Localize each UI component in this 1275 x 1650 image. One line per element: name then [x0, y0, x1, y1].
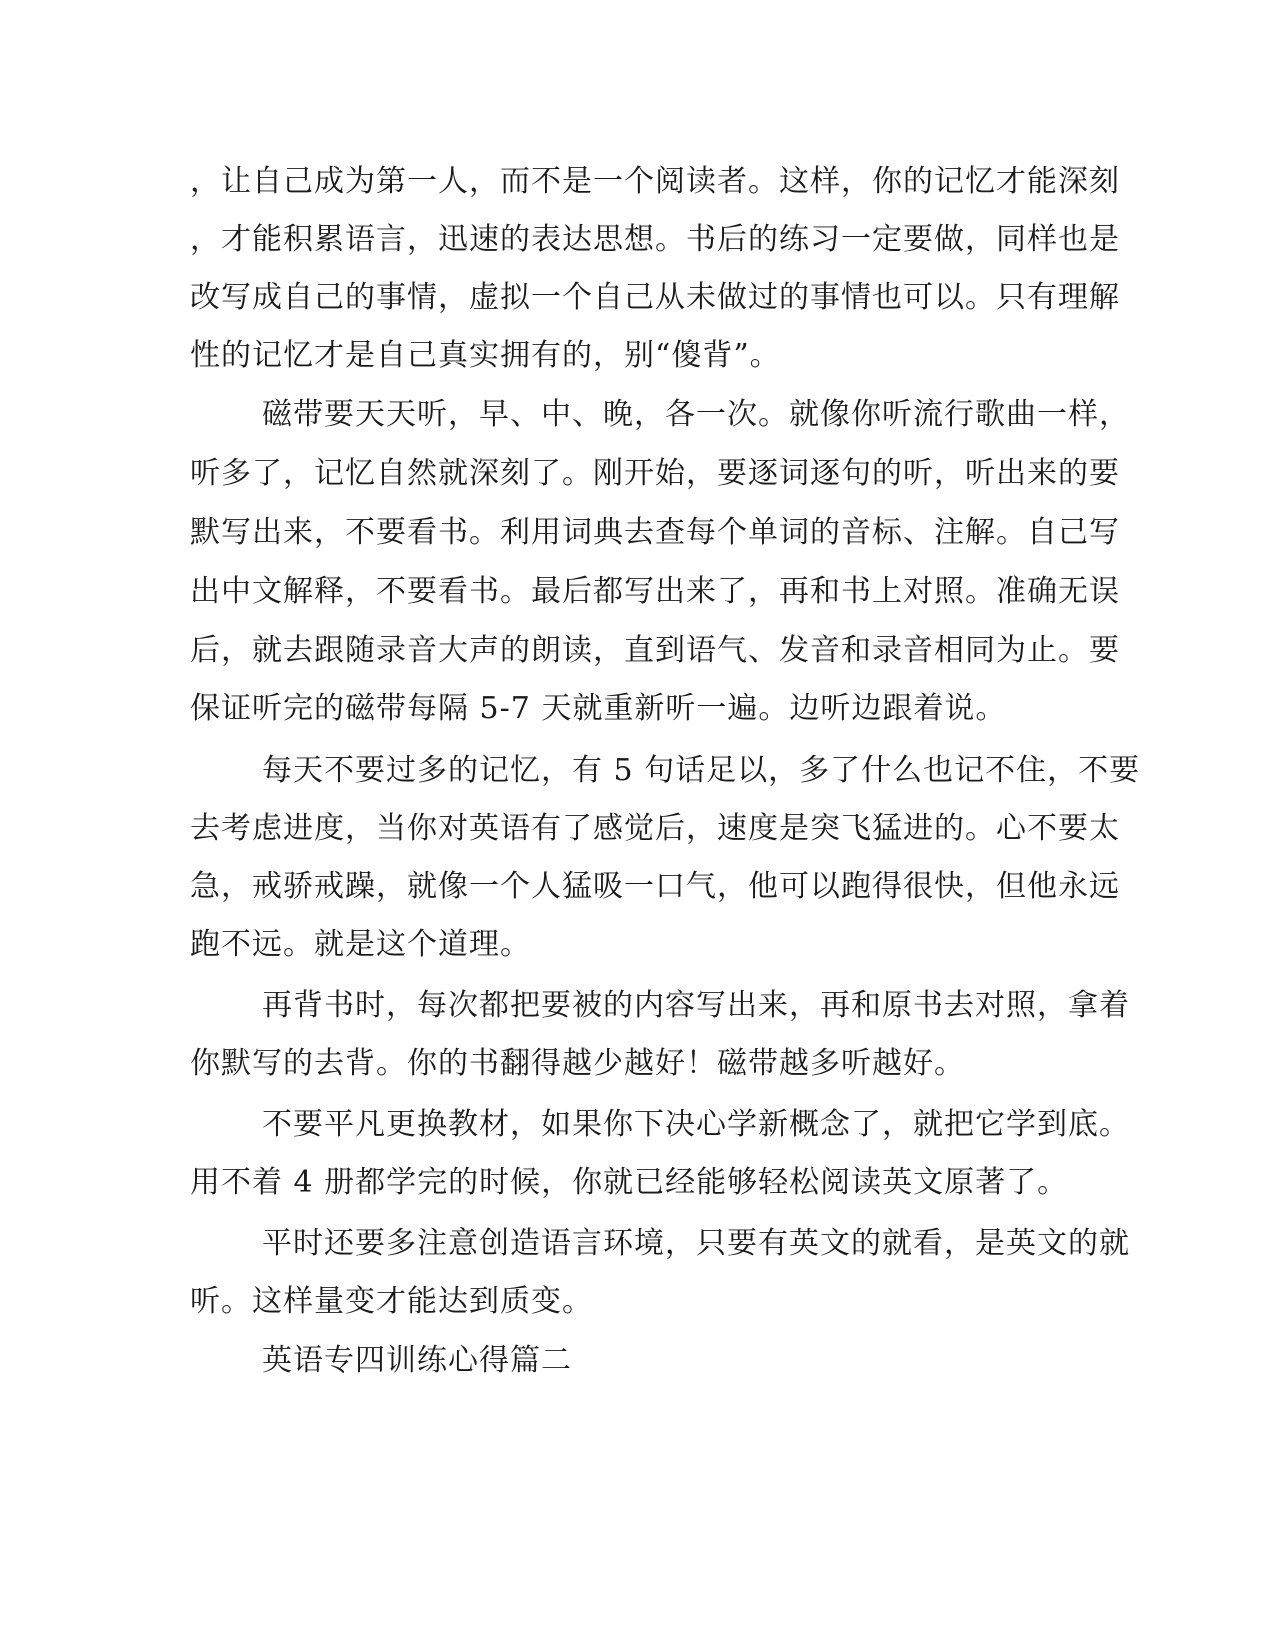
- paragraph-line: 你默写的去背。你的书翻得越少越好！磁带越多听越好。: [190, 1046, 965, 1081]
- paragraph-line: 默写出来，不要看书。利用词典去查每个单词的音标、注解。自己写: [190, 515, 1120, 550]
- paragraph-line: 不要平凡更换教材，如果你下决心学新概念了，就把它学到底。: [262, 1107, 1130, 1142]
- paragraph-line: 跑不远。就是这个道理。: [190, 927, 531, 962]
- paragraph-line: 出中文解释，不要看书。最后都写出来了，再和书上对照。准确无误: [190, 574, 1120, 609]
- paragraph-line: 后，就去跟随录音大声的朗读，直到语气、发音和录音相同为止。要: [190, 633, 1120, 668]
- paragraph-line: 急，戒骄戒躁，就像一个人猛吸一口气，他可以跑得很快，但他永远: [190, 869, 1120, 904]
- paragraph-line: 平时还要多注意创造语言环境，只要有英文的就看，是英文的就: [262, 1226, 1130, 1261]
- paragraph-line: 听。这样量变才能达到质变。: [190, 1284, 593, 1319]
- paragraph-line: 每天不要过多的记忆，有 5 句话足以，多了什么也记不住，不要: [262, 753, 1141, 788]
- paragraph-line: 听多了，记忆自然就深刻了。刚开始，要逐词逐句的听，听出来的要: [190, 456, 1120, 491]
- paragraph-line: 保证听完的磁带每隔 5-7 天就重新听一遍。边听边跟着说。: [190, 691, 1007, 726]
- paragraph-line: 磁带要天天听，早、中、晚，各一次。就像你听流行歌曲一样，: [262, 397, 1130, 432]
- paragraph-line: ，让自己成为第一人，而不是一个阅读者。这样，你的记忆才能深刻: [190, 164, 1120, 199]
- paragraph-line: 改写成自己的事情，虚拟一个自己从未做过的事情也可以。只有理解: [190, 280, 1120, 315]
- paragraph-line: 去考虑进度，当你对英语有了感觉后，速度是突飞猛进的。心不要太: [190, 811, 1120, 846]
- paragraph-line: 性的记忆才是自己真实拥有的，别“傻背”。: [190, 338, 781, 373]
- section-title: 英语专四训练心得篇二: [262, 1343, 572, 1378]
- paragraph-line: ，才能积累语言，迅速的表达思想。书后的练习一定要做，同样也是: [190, 222, 1120, 257]
- paragraph-line: 用不着 4 册都学完的时候，你就已经能够轻松阅读英文原著了。: [190, 1165, 1069, 1200]
- paragraph-line: 再背书时，每次都把要被的内容写出来，再和原书去对照，拿着: [262, 988, 1130, 1023]
